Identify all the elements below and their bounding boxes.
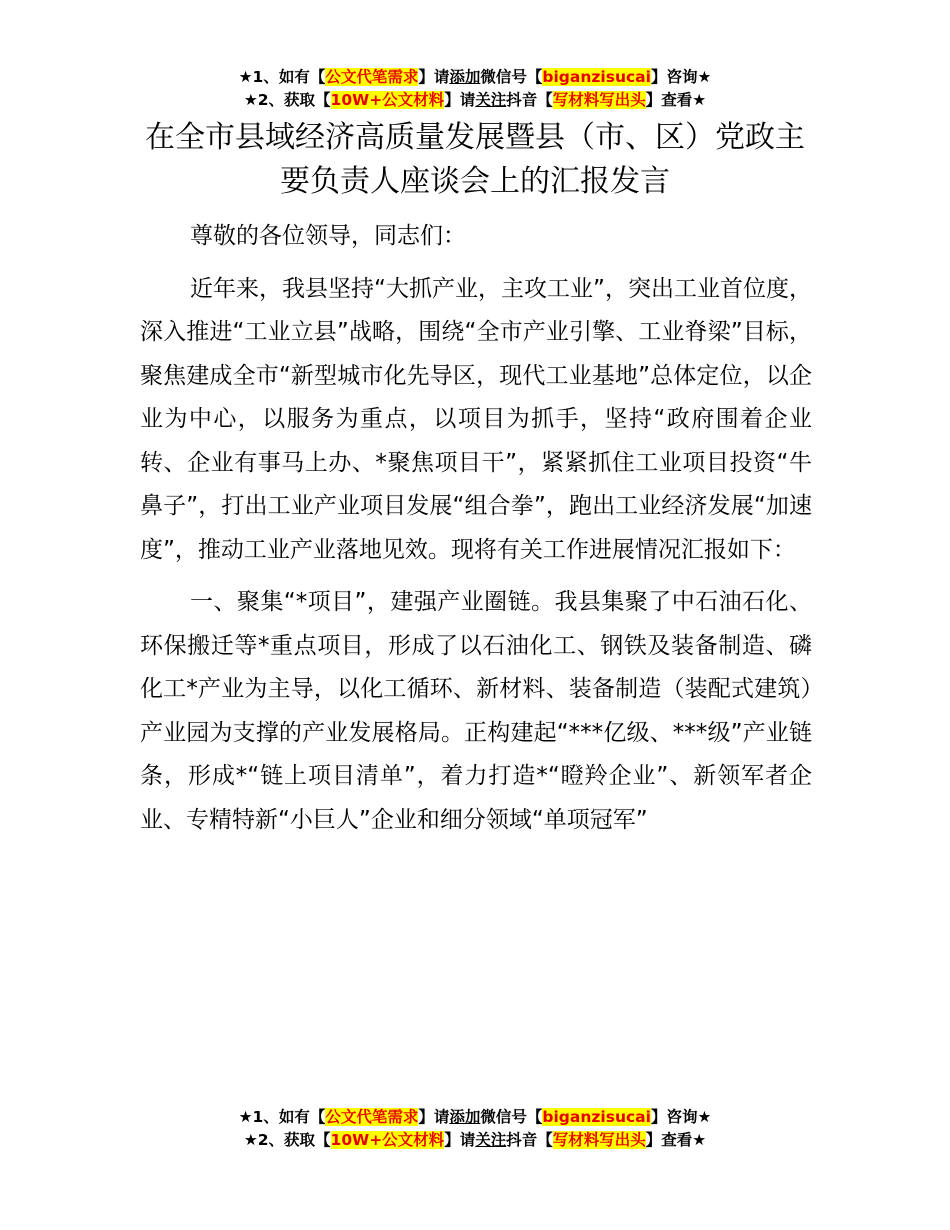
document-title: 在全市县域经济高质量发展暨县（市、区）党政主要负责人座谈会上的汇报发言 [145, 120, 805, 199]
promo-text: 微信号【 [480, 68, 543, 86]
promo-highlight: 10W+公文材料 [330, 91, 445, 109]
promo-douyin-name: 写材料写出头 [552, 91, 646, 109]
promo-text: 关注 [475, 91, 507, 109]
promo-text: 微信号【 [480, 1108, 543, 1126]
promo-text: 关注 [475, 1131, 507, 1149]
paragraph-section-1: 一、聚集“*项目”，建强产业圈链。我县集聚了中石油石化、环保搬迁等*重点项目，形成了以石油化工、钢铁及装备制造、磷化工*产业为主导，以化工循环、新材料、装备制造（装配式建筑）产业园为支撑的产业发展格局。正构建起“***亿级、***级”产业链条，形成*“链上项目清单”，着力打造*“瞪羚企业”、新领军者企业、专精特新“小巨人”企业和细分领域“单项冠军” [140, 589, 812, 833]
promo-text: ★1、如有【 [238, 68, 326, 86]
promo-text: ★2、获取【 [243, 91, 331, 109]
promo-line-1 [0, 66, 950, 89]
promo-line-2 [0, 89, 950, 112]
promo-wechat-id: biganzisucai [542, 1108, 651, 1126]
promo-line-2 [0, 1129, 950, 1152]
promo-wechat-id: biganzisucai [542, 68, 651, 86]
promo-text: 添加 [449, 1108, 481, 1126]
promo-text: 】查看★ [645, 1131, 707, 1149]
promo-text: 】请 [418, 68, 450, 86]
promo-text: 抖音【 [506, 1131, 553, 1149]
promo-highlight: 公文代笔需求 [325, 1108, 419, 1126]
promo-text: 】请 [418, 1108, 450, 1126]
promo-text: 】查看★ [645, 91, 707, 109]
paragraph-intro: 近年来，我县坚持“大抓产业，主攻工业”，突出工业首位度，深入推进“工业立县”战略，围绕“全市产业引擎、工业脊梁”目标，聚焦建成全市“新型城市化先导区，现代工业基地”总体定位，以企业为中心，以服务为重点，以项目为抓手，坚持“政府围着企业转、企业有事马上办、*聚焦项目干”，紧紧抓住工业项目投资“牛鼻子”，打出工业产业项目发展“组合拳”，跑出工业经济发展“加速度”，推动工业产业落地见效。现将有关工作进展情况汇报如下： [140, 275, 812, 563]
promo-text: 添加 [449, 68, 481, 86]
promo-douyin-name: 写材料写出头 [552, 1131, 646, 1149]
promo-banner-top [0, 66, 950, 112]
promo-highlight: 公文代笔需求 [325, 68, 419, 86]
promo-line-1 [0, 1106, 950, 1129]
promo-text: 】请 [444, 1131, 476, 1149]
promo-highlight: 10W+公文材料 [330, 1131, 445, 1149]
document-body [140, 215, 812, 851]
promo-text: 】咨询★ [650, 68, 712, 86]
promo-banner-bottom [0, 1106, 950, 1152]
promo-text: ★2、获取【 [243, 1131, 331, 1149]
salutation: 尊敬的各位领导，同志们： [190, 223, 466, 249]
promo-text: 抖音【 [506, 91, 553, 109]
promo-text: 】请 [444, 91, 476, 109]
promo-text: ★1、如有【 [238, 1108, 326, 1126]
promo-text: 】咨询★ [650, 1108, 712, 1126]
